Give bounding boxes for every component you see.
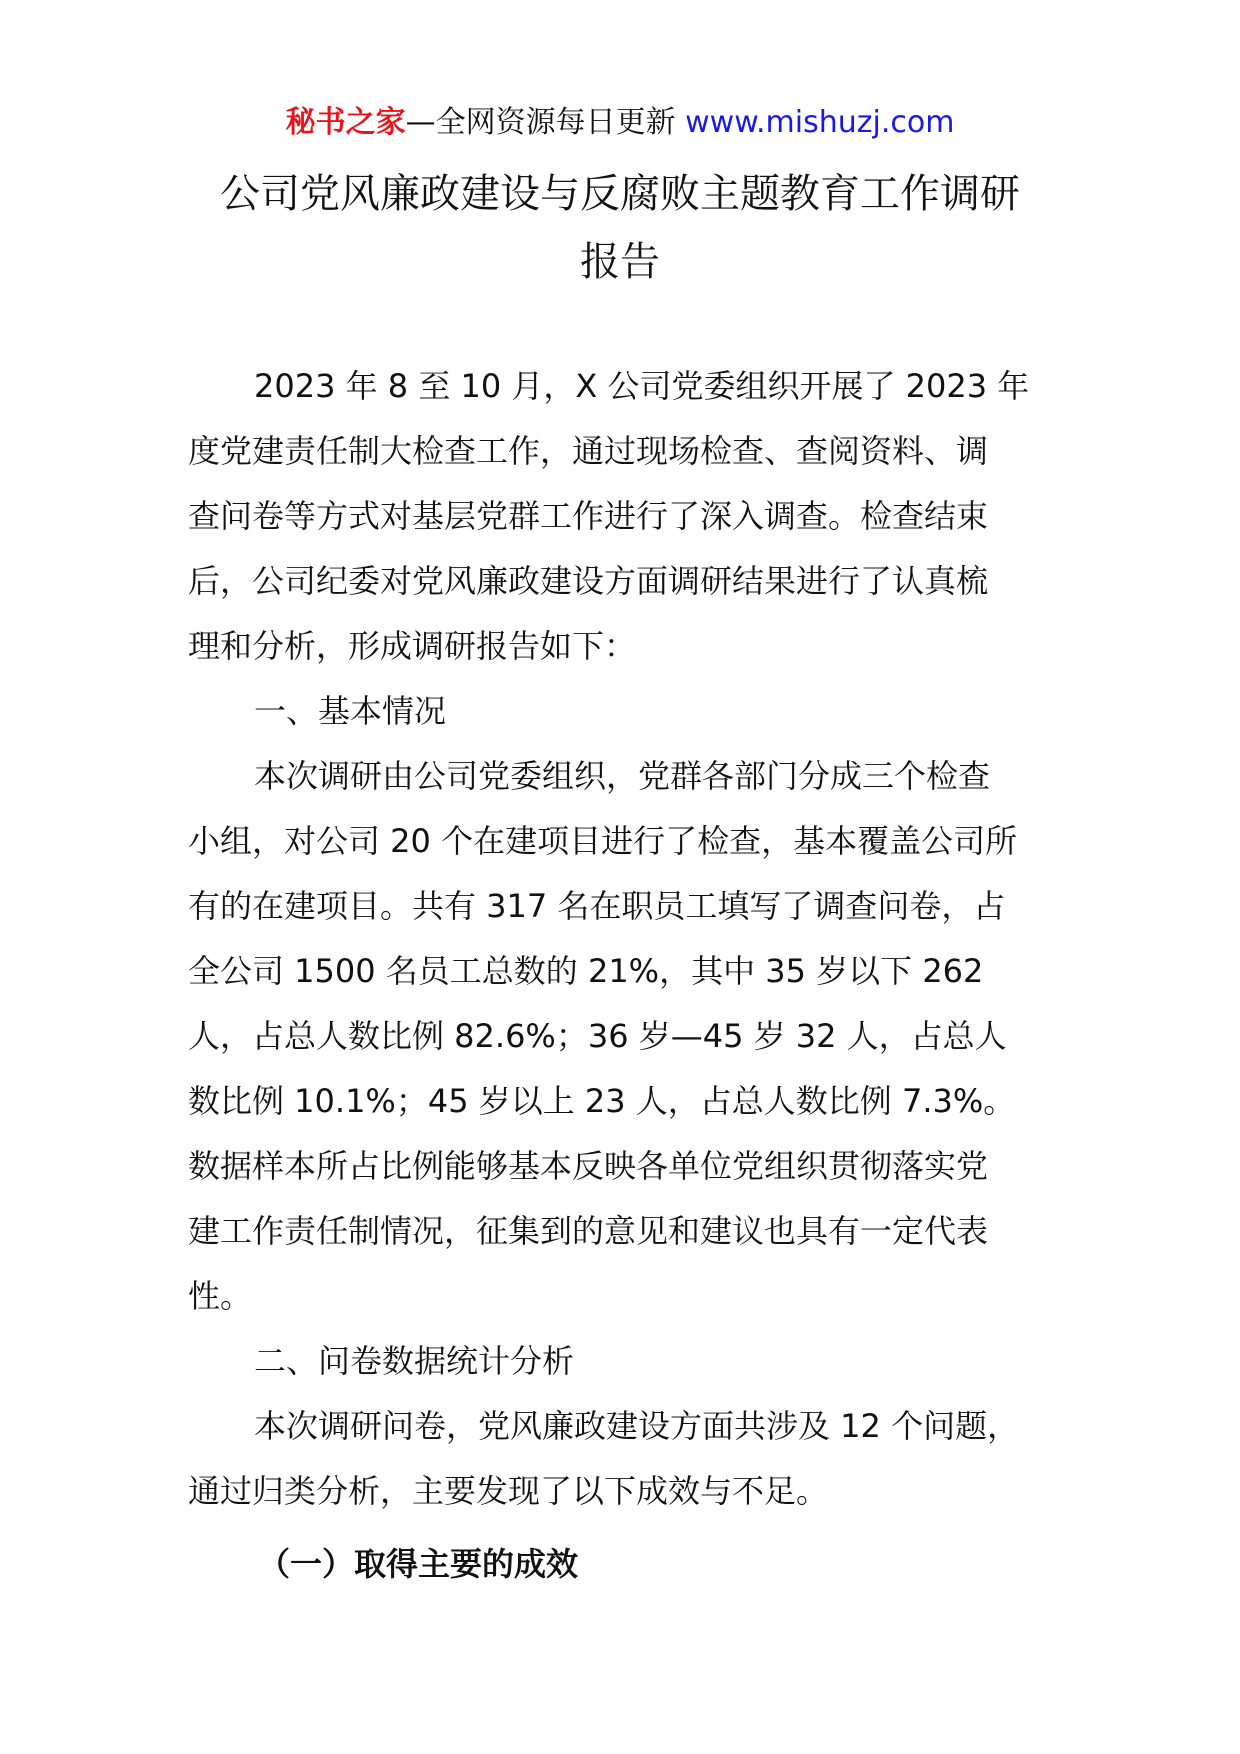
section-2-paragraph bbox=[188, 1394, 1058, 1524]
section-1-line: 数比例 10.1%；45 岁以上 23 人，占总人数比例 7.3%。 bbox=[188, 1082, 1016, 1120]
document-title bbox=[150, 160, 1090, 296]
intro-line: 后，公司纪委对党风廉政建设方面调研结果进行了认真梳 bbox=[188, 562, 989, 600]
intro-line: 度党建责任制大检查工作，通过现场检查、查阅资料、调 bbox=[188, 432, 989, 470]
section-1-line: 全公司 1500 名员工总数的 21%，其中 35 岁以下 262 bbox=[188, 952, 984, 990]
section-1-heading: 一、基本情况 bbox=[254, 692, 447, 730]
brand-name: 秘书之家 bbox=[285, 105, 406, 140]
section-1-line: 建工作责任制情况，征集到的意见和建议也具有一定代表 bbox=[188, 1212, 989, 1250]
intro-line: 理和分析，形成调研报告如下： bbox=[188, 627, 637, 665]
document-body bbox=[188, 354, 1058, 1598]
section-1-line: 性。 bbox=[188, 1277, 253, 1315]
section-2-line: 通过归类分析，主要发现了以下成效与不足。 bbox=[188, 1472, 829, 1510]
section-2-line: 本次调研问卷，党风廉政建设方面共涉及 12 个问题， bbox=[254, 1407, 1020, 1445]
section-2-subheading: （一）取得主要的成效 bbox=[258, 1545, 579, 1583]
intro-line: 2023 年 8 至 10 月，X 公司党委组织开展了 2023 年 bbox=[254, 367, 1030, 405]
site-url-link[interactable]: www.mishuzj.com bbox=[685, 105, 955, 140]
header-tagline: —全网资源每日更新 bbox=[405, 105, 686, 140]
section-1-line: 本次调研由公司党委组织，党群各部门分成三个检查 bbox=[254, 757, 991, 795]
section-1-line: 小组，对公司 20 个在建项目进行了检查，基本覆盖公司所 bbox=[188, 822, 1018, 860]
section-1-paragraph bbox=[188, 744, 1058, 1329]
intro-line: 查问卷等方式对基层党群工作进行了深入调查。检查结束 bbox=[188, 497, 989, 535]
section-2-heading: 二、问卷数据统计分析 bbox=[254, 1342, 575, 1380]
site-header bbox=[0, 100, 1240, 146]
section-1-line: 有的在建项目。共有 317 名在职员工填写了调查问卷，占 bbox=[188, 887, 1006, 925]
title-line-1: 公司党风廉政建设与反腐败主题教育工作调研 bbox=[220, 171, 1020, 217]
title-line-2: 报告 bbox=[580, 239, 660, 285]
section-1-line: 数据样本所占比例能够基本反映各单位党组织贯彻落实党 bbox=[188, 1147, 989, 1185]
intro-paragraph bbox=[188, 354, 1058, 679]
section-1-line: 人，占总人数比例 82.6%；36 岁—45 岁 32 人，占总人 bbox=[188, 1017, 1007, 1055]
